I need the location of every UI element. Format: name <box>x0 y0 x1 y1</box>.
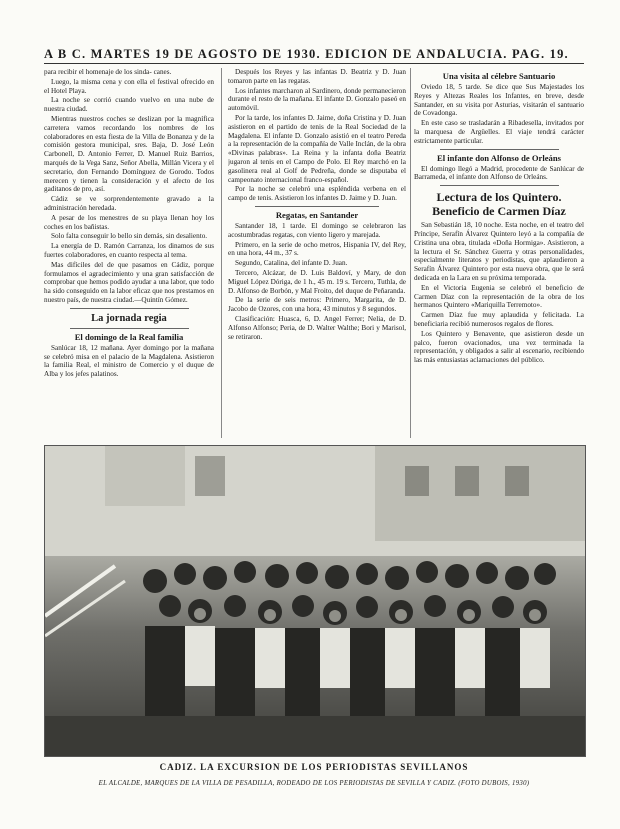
col3-para-c0: San Sebastián 18, 10 noche. Esta noche, en el teatro del Príncipe, Serafín Álvarez Quintero leyó a la compañía de Cristina una obra, titulada «Doña Hormiga». Asistieron, a la lectura el Sr. Sánchez Guerra y otras personalidades, especialmente literatos y periodistas, que aplaudieron a Serafín Álvarez Quintero por esta nueva obra, que le será dedicada en la Lara en su próxima temporada. <box>414 221 584 282</box>
col2-para-1: Los infantes marcharon al Sardinero, donde permanecieron durante el resto de la mañana. El infante D. Gonzalo paseó en automóvil. <box>228 86 406 113</box>
col1-subheading: El domingo de la Real familia <box>74 331 184 342</box>
col2-para2-2: Segundo, Catalina, del infante D. Juan. <box>235 259 348 268</box>
page-header: A B C. MARTES 19 DE AGOSTO DE 1930. EDICION DE ANDALUCIA. PAG. 19. <box>44 47 569 61</box>
col1-para-4: Cádiz se ve sorprendentemente gravado a la administración heredada. <box>44 195 214 212</box>
col3-para-c3: Los Quintero y Benavente, que asistieron desde un palco, fueron ovacionados, una vez terminada la representación, y obligados a salir al escenario, recibiendo las más entusiastas aclamaciones del público. <box>414 329 584 365</box>
group-photo-illustration <box>45 446 585 756</box>
col1-para-5: A pesar de los menestres de su playa llenan hoy los coches en los bañistas. <box>44 213 214 231</box>
photo-caption: CADIZ. LA EXCURSION DE LOS PERIODISTAS SEVILLANOS <box>159 762 469 772</box>
col2-para2-1: Primero, en la serie de ocho metros, Hispania IV, del Rey, en una hora, 44 m., 37 s. <box>228 240 406 258</box>
col1-para-7: La energía de D. Ramón Carranza, los dinamos de sus fuertes colaboradores, en cuanto respecta al tema. <box>44 242 214 259</box>
col3-divider-1 <box>440 149 559 150</box>
col2-para-3: Por la noche se celebró una espléndida verbena en el campo de tenis. Asistieron los infantes D. Jaime y D. Juan. <box>228 185 406 203</box>
col3-para-c1: En el Victoria Eugenia se celebró el beneficio de Carmen Díaz con la representación de la obra de los hermanos Quintero «Mariquilla Terremoto». <box>414 283 584 310</box>
col1-para-2: La noche se corrió cuando vuelvo en una nube de nuestra ciudad. <box>44 96 214 114</box>
col3-para-c2: Carmen Díaz fue muy aplaudida y felicitada. La beneficiaria recibió numerosos regalos de flores. <box>414 311 584 328</box>
col2-para2-3: Tercero, Alcázar, de D. Luis Baldoví, y Mary, de don Miguel López Dóriga, de 1 h., 45 m. 19 s. Tercero, Tuthla, de D. Alfonso de Borbón, y Mal Froito, del duque de Peñaranda. <box>228 268 406 295</box>
col2-subheading: Regatas, en Santander <box>275 209 359 220</box>
col2-para2-0: Santander 18, 1 tarde. El domingo se celebraron las acostumbradas regatas, con viento ligero y marejada. <box>228 221 406 239</box>
group-photo <box>44 445 586 757</box>
col2-para2-5: Clasificación: Huasca, 6, D. Angel Ferrer; Nelia, de D. Alfonso Alfonso; Peria, de D. Walter Walthe; Bori y Marisol, se retiraron. <box>228 314 406 341</box>
col3-para-a1: En este caso se trasladarán a Ribadesella, invitados por la marquesa de Argüelles. El viaje tendrá carácter estrictamente particular. <box>414 119 584 145</box>
column-3 <box>414 68 584 440</box>
col1-para-8: Mas difíciles del de que pasamos en Cádiz, porque formulamos el agradecimiento y una gran satisfacción de comprobar que hemos podido ayudar a una labor, que todo ha sido conseguido en la labor eficaz que nos prestamos en nuestro país, de nuestra ciudad.—Quintín Gómez. <box>44 260 214 304</box>
col2-para-0: Después los Reyes y las infantas D. Beatriz y D. Juan tomaron parte en las regatas. <box>228 68 406 85</box>
col2-divider <box>255 206 380 207</box>
header-rule <box>44 63 584 64</box>
col1-divider-2 <box>70 328 189 329</box>
col3-para-a0: Oviedo 18, 5 tarde. Se dice que Sus Majestades los Reyes y Altezas Reales los Infantes, en breve, desde Santander, en su visita por Asturias, visitarán el santuario de Covadonga. <box>414 83 584 118</box>
col1-para-3: Mientras nuestros coches se deslizan por la magnífica carretera vamos recordando los nombres de los colaboradores en esta fiesta de la Villa de Bonanza y de la comisión gestora municipal, sres. Baja, D. José León Carbonell, D. Antonio Ferrer, D. Manuel Ruiz Barrios, marqués de la Vega Sanz, Señor Abella, Millán Vicera y el secretario, don Fernando Domínguez de Gorodo. Todos merecen y tienen la consideración y el afecto de los gaditanos de pro, así. <box>44 114 214 194</box>
col1-para2-0: Sanlúcar 18, 12 mañana. Ayer domingo por la mañana se celebró misa en el palacio de la Magdalena. Asistieron la familia Real, el ministro de Comercio y el duque de Alba y los jefes palatinos. <box>44 343 214 379</box>
column-rule-2 <box>410 68 411 438</box>
col3-heading-a: Una visita al célebre Santuario <box>442 71 556 81</box>
col3-heading-b: El infante don Alfonso de Orleáns <box>437 152 561 163</box>
col2-para2-4: De la serie de seis metros: Primero, Margarita, de D. Jacobo de Ozores, con una hora, 43 minutos y 8 segundos. <box>228 296 406 314</box>
photo-subcaption: EL ALCALDE, MARQUÉS DE LA VILLA DE PESADILLA, RODEADO DE LOS PERIODISTAS DE SEVILLA Y CÁDIZ. (FOTO DUBOIS, 1930) <box>98 780 530 787</box>
col3-heading-main: Lectura de los Quintero. Beneficio de Carmen Díaz <box>432 190 566 219</box>
col1-divider <box>70 308 189 309</box>
col2-para-2: Por la tarde, los infantes D. Jaime, doña Cristina y D. Juan asistieron en el partido de tenis de la Real Sociedad de la Magdalena. El infante D. Gonzalo asistió en el teatro Pereda a la representación de la compañía de Valle Inclán, de la obra «Divinas palabras». La Reina y la infanta doña Beatriz jugaron al tenis en el Campo de Polo. El Rey marchó en la gasolinera real al Golf de Pedreña, donde se disputaba el campeonato internacional franco-español. <box>228 113 406 184</box>
column-rule-1 <box>221 68 222 438</box>
column-1 <box>44 68 214 440</box>
col1-heading: La jornada regia <box>91 312 167 324</box>
col3-divider-2 <box>440 185 559 186</box>
col1-para-0: para recibir el homenaje de los sinda- canes. <box>44 68 172 76</box>
col1-para-6: Solo falta conseguir lo bello sin demás, sin desaliento. <box>51 232 208 241</box>
col3-para-b0: El domingo llegó a Madrid, procedente de Sanlúcar de Barrameda, el infante don Alfonso de Orleáns. <box>414 164 584 182</box>
column-2 <box>228 68 406 440</box>
col1-para-1: Luego, la misma cena y con ella el festival ofrecido en el Hotel Playa. <box>44 77 214 95</box>
